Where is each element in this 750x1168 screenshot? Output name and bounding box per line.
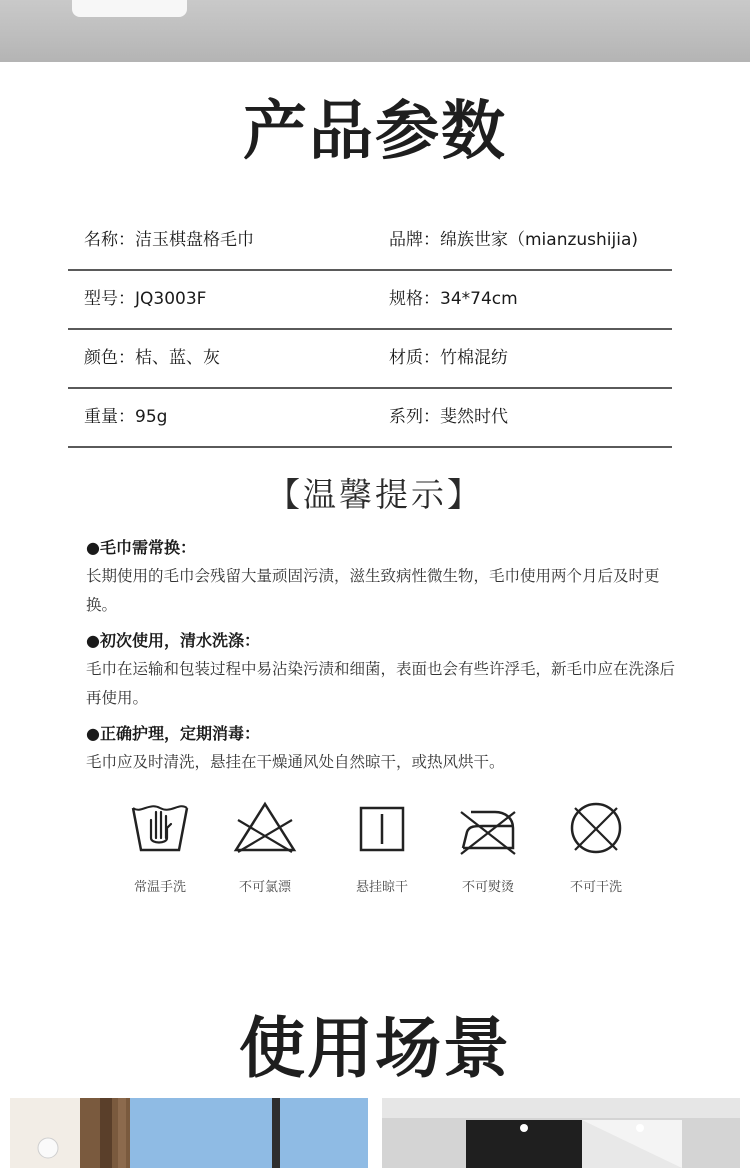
care-item-hang-dry [332, 798, 432, 895]
care-label: 不可氯漂 [238, 880, 291, 895]
tip-heading: ●毛巾需常换： [86, 538, 196, 557]
spec-row [68, 330, 672, 389]
spec-name: 名称：洁玉棋盘格毛巾 [84, 230, 254, 250]
tip-text: 长期使用的毛巾会残留大量顽固污渍，滋生致病性微生物，毛巾使用两个月后及时更换。 [86, 567, 660, 614]
top-tab [72, 0, 187, 17]
no-bleach-icon [232, 798, 298, 856]
no-iron-icon [455, 798, 521, 856]
care-label: 不可干洗 [569, 880, 622, 895]
params-title: 产品参数 [243, 95, 507, 169]
hang-dry-icon [351, 798, 413, 856]
tip-heading: ●正确护理，定期消毒： [86, 724, 260, 743]
scene-photos [0, 1098, 750, 1168]
spec-material: 材质：竹棉混纺 [389, 348, 508, 368]
tip-heading: ●初次使用，清水洗涤： [86, 631, 260, 650]
tip-item [86, 534, 686, 620]
hand-wash-icon [129, 798, 191, 856]
care-item-no-dry-clean [546, 798, 646, 895]
scene-title: 使用场景 [239, 1010, 511, 1087]
care-item-no-bleach [215, 798, 315, 895]
top-banner-image [0, 0, 750, 62]
spec-table [68, 212, 672, 448]
spec-row [68, 212, 672, 271]
tips-list [86, 534, 686, 784]
tip-item [86, 720, 686, 777]
care-label: 常温手洗 [133, 880, 186, 895]
care-label: 悬挂晾干 [355, 880, 408, 895]
spec-series: 系列：斐然时代 [389, 407, 508, 427]
spec-weight: 重量：95g [84, 407, 168, 427]
tip-item [86, 627, 686, 713]
scene-photo-interior [382, 1098, 740, 1168]
care-item-no-iron [438, 798, 538, 895]
no-dry-clean-icon [565, 798, 627, 856]
care-item-hand-wash [110, 798, 210, 895]
care-label: 不可熨烫 [461, 880, 514, 895]
spec-row [68, 389, 672, 448]
care-symbols [110, 798, 650, 898]
spec-model: 型号：JQ3003F [84, 289, 207, 309]
spec-row [68, 271, 672, 330]
spec-color: 颜色：桔、蓝、灰 [84, 348, 220, 368]
tip-text: 毛巾在运输和包装过程中易沾染污渍和细菌，表面也会有些许浮毛，新毛巾应在洗涤后再使用。 [86, 660, 676, 707]
scene-photo-bathroom-window [10, 1098, 368, 1168]
spec-size: 规格：34*74cm [389, 289, 518, 309]
spec-brand: 品牌：绵族世家（mianzushijia) [389, 230, 639, 250]
tip-text: 毛巾应及时清洗，悬挂在干燥通风处自然晾干，或热风烘干。 [86, 753, 505, 771]
tips-title: 【温馨提示】 [267, 475, 483, 514]
